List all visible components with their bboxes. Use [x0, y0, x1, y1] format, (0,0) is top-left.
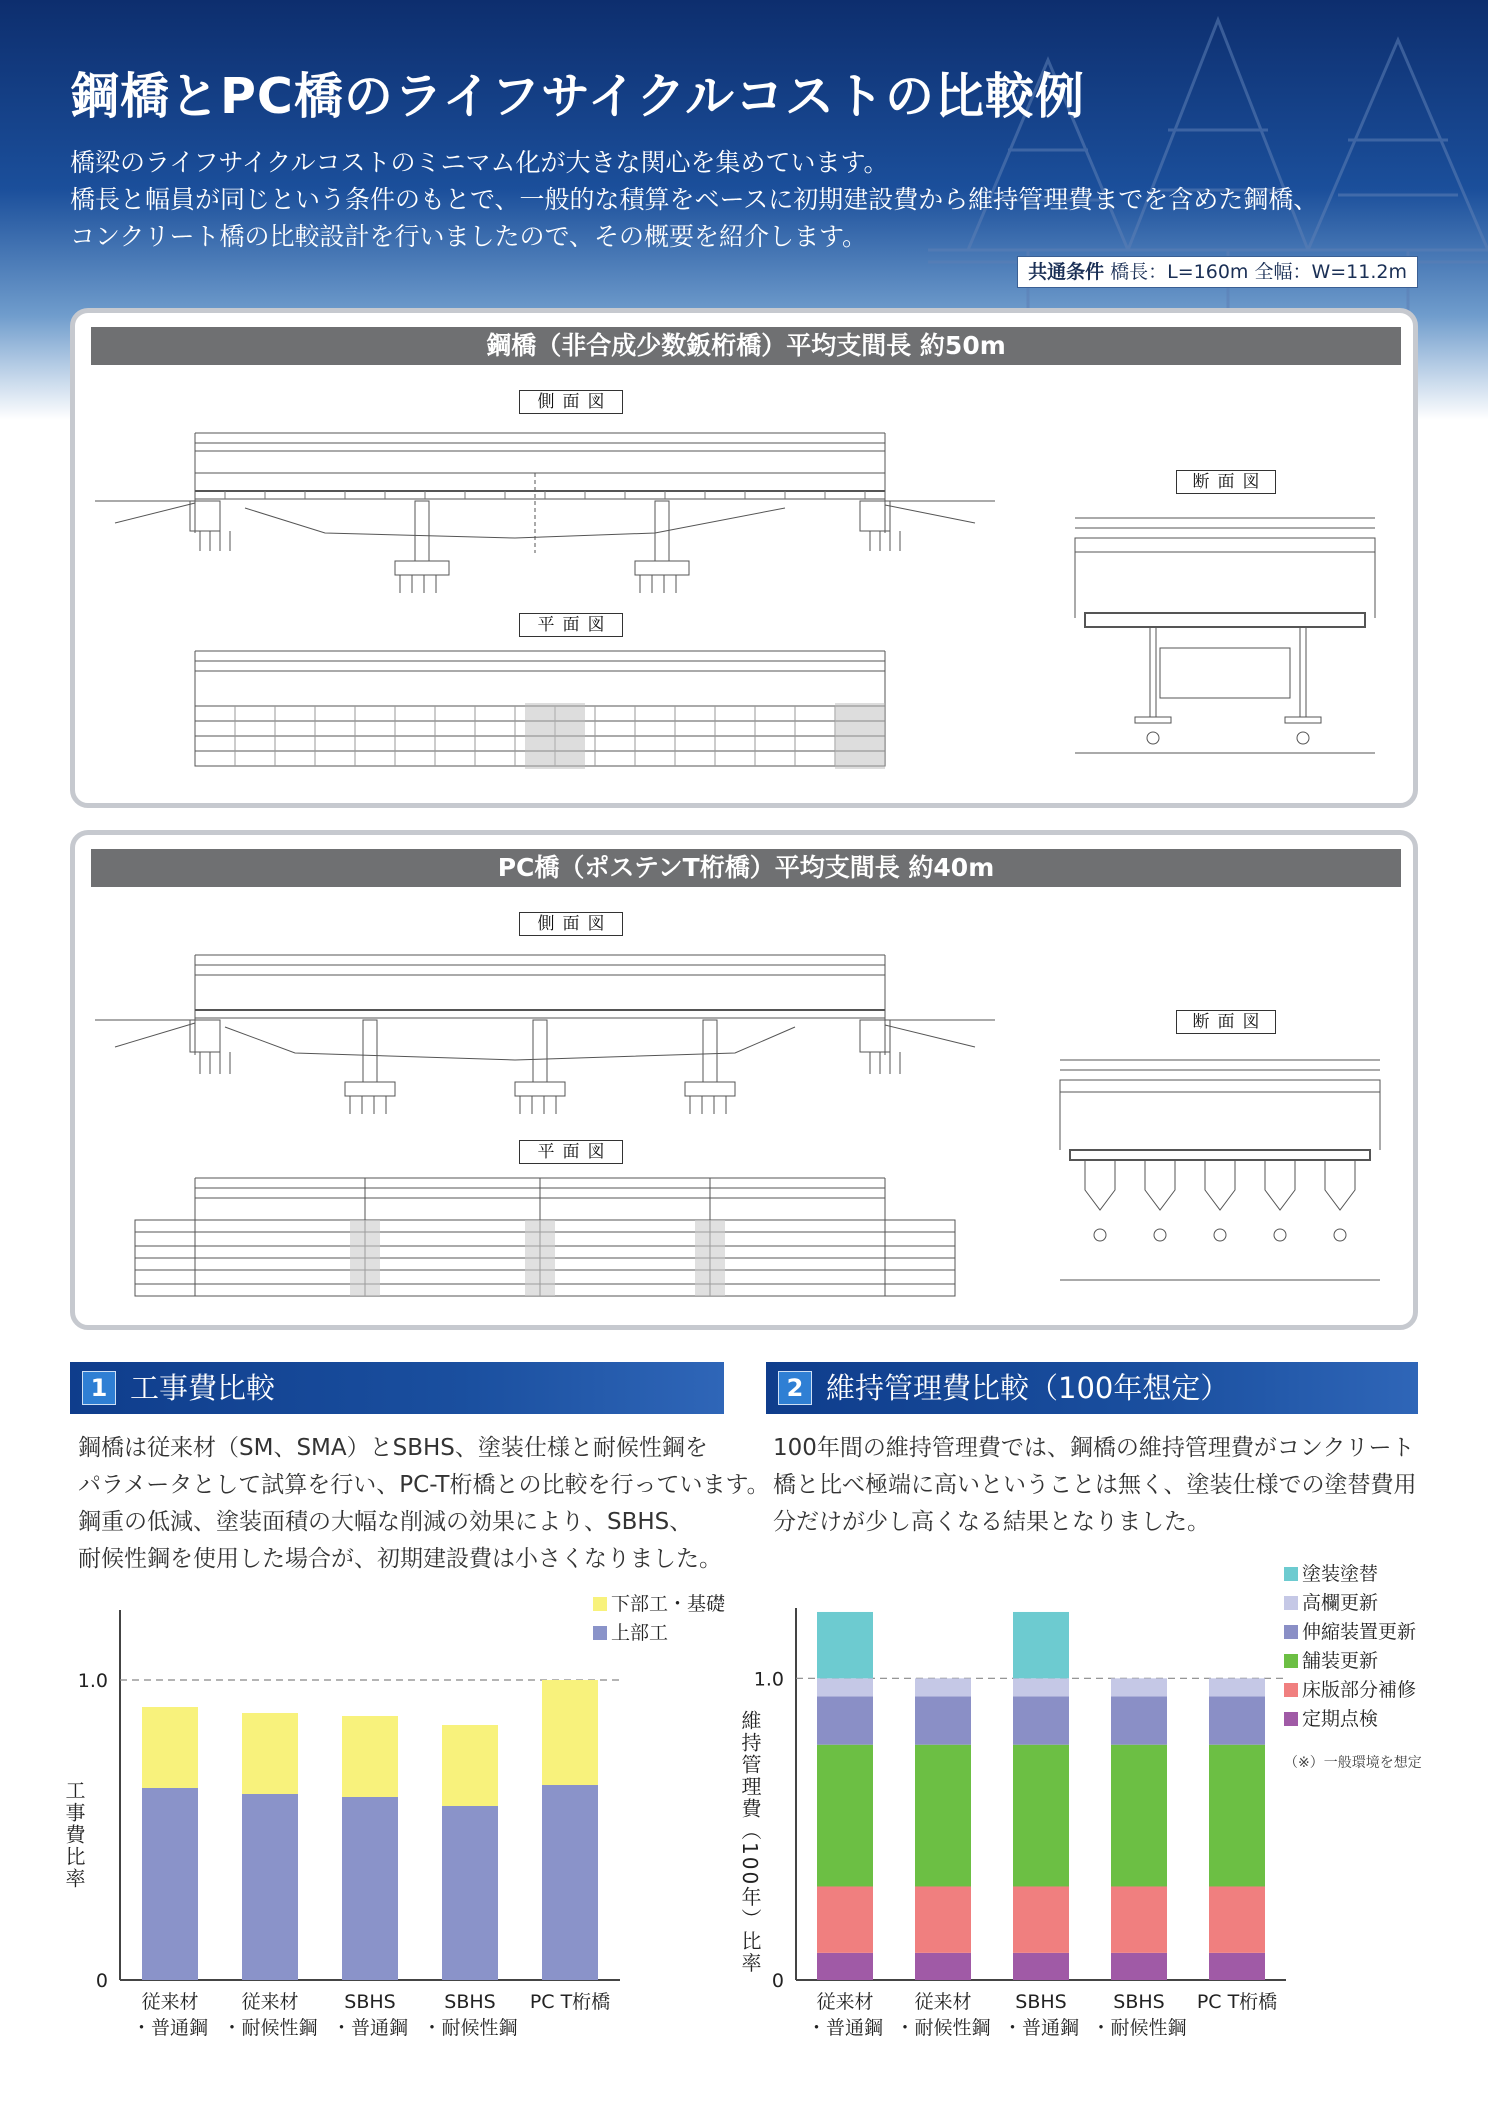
lead-line: コンクリート橋の比較設計を行いましたので、その概要を紹介します。	[70, 222, 868, 251]
bar-segment	[817, 1953, 873, 1980]
steel-plan-view-label: 平面図	[519, 613, 623, 637]
section2-heading	[766, 1362, 1418, 1414]
y-tick-label: 1.0	[753, 1668, 784, 1691]
construction-cost-ylabel: 工事費比率	[62, 1780, 86, 1890]
bar-segment	[817, 1745, 873, 1887]
y-tick-label: 1.0	[77, 1670, 108, 1692]
common-condition-box	[1017, 256, 1418, 288]
bar-segment	[142, 1707, 198, 1788]
bar-segment	[915, 1696, 971, 1744]
bar-segment	[817, 1886, 873, 1952]
bar-segment	[442, 1806, 498, 1980]
pc-section-view-label: 断面図	[1176, 1010, 1276, 1034]
x-tick-label: ・普通鋼	[1002, 2017, 1080, 2039]
page-title: 鋼橋とPC橋のライフサイクルコストの比較例	[70, 68, 1086, 125]
legend-item	[593, 1590, 725, 1619]
steel-section-view-drawing	[1055, 498, 1395, 778]
bar-segment	[817, 1696, 873, 1744]
bar-segment	[1111, 1745, 1167, 1887]
condition-label: 共通条件	[1028, 261, 1105, 283]
legend-label: 高欄更新	[1302, 1592, 1379, 1614]
pc-side-view-drawing	[95, 935, 1015, 1125]
bar-segment	[1209, 1745, 1265, 1887]
x-tick-label: SBHS	[1015, 1991, 1067, 2013]
bar-segment	[1013, 1612, 1069, 1678]
bar-segment	[1111, 1886, 1167, 1952]
pc-section-view-drawing	[1040, 1040, 1400, 1310]
bar-segment	[1111, 1696, 1167, 1744]
legend-label: 塗装塗替	[1302, 1563, 1379, 1585]
pc-plan-view-label: 平面図	[519, 1140, 623, 1164]
bar-segment	[1209, 1678, 1265, 1696]
legend-swatch	[1284, 1596, 1298, 1610]
x-tick-label: 従来材	[141, 1991, 199, 2013]
x-tick-label: SBHS	[1113, 1991, 1165, 2013]
legend-label: 舗装更新	[1302, 1650, 1379, 1672]
y-tick-label: 0	[95, 1970, 108, 1992]
legend-label: 定期点検	[1302, 1708, 1379, 1730]
construction-cost-chart-svg	[60, 1590, 740, 2050]
legend-item	[1284, 1560, 1422, 1589]
x-tick-label: ・普通鋼	[806, 2017, 884, 2039]
section1-line: 耐候性鋼を使用した場合が、初期建設費は小さくなりました。	[78, 1546, 722, 1572]
x-tick-label: ・耐候性鋼	[1091, 2017, 1187, 2039]
bar-segment	[915, 1953, 971, 1980]
legend-swatch	[1284, 1712, 1298, 1726]
lead-line: 橋梁のライフサイクルコストのミニマム化が大きな関心を集めています。	[70, 148, 889, 177]
lead-line: 橋長と幅員が同じという条件のもとで、一般的な積算をベースに初期建設費から維持管理費までを含めた鋼橋、	[70, 185, 1319, 214]
legend-item	[1284, 1705, 1422, 1734]
steel-panel-heading: 鋼橋（非合成少数鈑桁橋）平均支間長 約50m	[91, 327, 1401, 365]
section1-number: 1	[82, 1371, 116, 1405]
section2-title: 維持管理費比較（100年想定）	[826, 1371, 1230, 1405]
x-tick-label: ・普通鋼	[331, 2017, 409, 2039]
section1-line: パラメータとして試算を行い、PC-T桁橋との比較を行っています。	[78, 1472, 770, 1498]
bar-segment	[915, 1745, 971, 1887]
section1-line: 鋼重の低減、塗装面積の大幅な削減の効果により、SBHS、	[78, 1509, 693, 1535]
legend-swatch	[593, 1597, 607, 1611]
bar-segment	[1111, 1953, 1167, 1980]
bar-segment	[542, 1680, 598, 1785]
lead-paragraph	[70, 144, 1370, 255]
steel-plan-view-drawing	[95, 641, 1015, 801]
legend-swatch	[1284, 1683, 1298, 1697]
section1-title: 工事費比較	[130, 1371, 276, 1405]
section2-text	[773, 1430, 1423, 1541]
bar-segment	[915, 1678, 971, 1696]
maintenance-cost-ylabel: 維持管理費（100年）比率	[738, 1710, 762, 1975]
bar-segment	[242, 1713, 298, 1794]
x-tick-label: PC T桁橋	[529, 1991, 611, 2013]
bar-segment	[142, 1788, 198, 1980]
environment-note: （※）一般環境を想定	[1284, 1755, 1422, 1771]
pc-bridge-panel	[70, 830, 1418, 1330]
bar-segment	[442, 1725, 498, 1806]
bar-segment	[1013, 1886, 1069, 1952]
bar-segment	[1209, 1886, 1265, 1952]
section2-line: 100年間の維持管理費では、鋼橋の維持管理費がコンクリート	[773, 1435, 1415, 1461]
bar-segment	[817, 1612, 873, 1678]
bar-segment	[342, 1716, 398, 1797]
section2-line: 橋と比べ極端に高いということは無く、塗装仕様での塗替費用	[773, 1472, 1417, 1498]
legend-swatch	[1284, 1625, 1298, 1639]
steel-bridge-panel	[70, 308, 1418, 808]
bar-segment	[817, 1678, 873, 1696]
x-tick-label: ・耐候性鋼	[895, 2017, 991, 2039]
legend-item	[1284, 1618, 1422, 1647]
x-tick-label: PC T桁橋	[1196, 1991, 1278, 2013]
bar-segment	[1013, 1745, 1069, 1887]
section2-line: 分だけが少し高くなる結果となりました。	[773, 1509, 1210, 1535]
bar-segment	[1111, 1678, 1167, 1696]
bar-segment	[242, 1794, 298, 1980]
section1-line: 鋼橋は従来材（SM、SMA）とSBHS、塗装仕様と耐候性鋼を	[78, 1435, 708, 1461]
x-tick-label: ・普通鋼	[131, 2017, 209, 2039]
bar-segment	[1013, 1953, 1069, 1980]
condition-text: 橋長：L=160m 全幅：W=11.2m	[1110, 261, 1407, 283]
construction-cost-chart	[60, 1590, 740, 2050]
legend-item	[1284, 1589, 1422, 1618]
section1-heading	[70, 1362, 724, 1414]
pc-side-view-label: 側面図	[519, 912, 623, 936]
x-tick-label: SBHS	[344, 1991, 396, 2013]
y-tick-label: 0	[771, 1970, 784, 1992]
legend-label: 下部工・基礎	[611, 1593, 726, 1615]
x-tick-label: 従来材	[241, 1991, 299, 2013]
section1-text	[78, 1430, 770, 1578]
steel-section-view-label: 断面図	[1176, 470, 1276, 494]
legend-swatch	[1284, 1567, 1298, 1581]
x-tick-label: ・耐候性鋼	[422, 2017, 518, 2039]
bar-segment	[342, 1797, 398, 1980]
pc-plan-view-drawing	[95, 1168, 1015, 1318]
bar-segment	[1013, 1678, 1069, 1696]
x-tick-label: ・耐候性鋼	[222, 2017, 318, 2039]
legend-item	[593, 1619, 725, 1648]
bar-segment	[915, 1886, 971, 1952]
bar-segment	[1013, 1696, 1069, 1744]
bar-segment	[1209, 1953, 1265, 1980]
legend-swatch	[1284, 1654, 1298, 1668]
pc-panel-heading: PC橋（ポステンT桁橋）平均支間長 約40m	[91, 849, 1401, 887]
legend-label: 床版部分補修	[1302, 1679, 1417, 1701]
steel-side-view-drawing	[95, 413, 1015, 603]
section2-number: 2	[778, 1371, 812, 1405]
maintenance-cost-legend	[1284, 1560, 1422, 1772]
steel-side-view-label: 側面図	[519, 390, 623, 414]
legend-label: 上部工	[611, 1622, 669, 1644]
legend-item	[1284, 1676, 1422, 1705]
bar-segment	[542, 1785, 598, 1980]
legend-item	[1284, 1647, 1422, 1676]
x-tick-label: 従来材	[914, 1991, 972, 2013]
legend-swatch	[593, 1626, 607, 1640]
construction-cost-legend	[593, 1590, 725, 1648]
bar-segment	[1209, 1696, 1265, 1744]
x-tick-label: 従来材	[816, 1991, 874, 2013]
legend-label: 伸縮装置更新	[1302, 1621, 1417, 1643]
maintenance-cost-chart	[736, 1560, 1436, 2050]
x-tick-label: SBHS	[444, 1991, 496, 2013]
